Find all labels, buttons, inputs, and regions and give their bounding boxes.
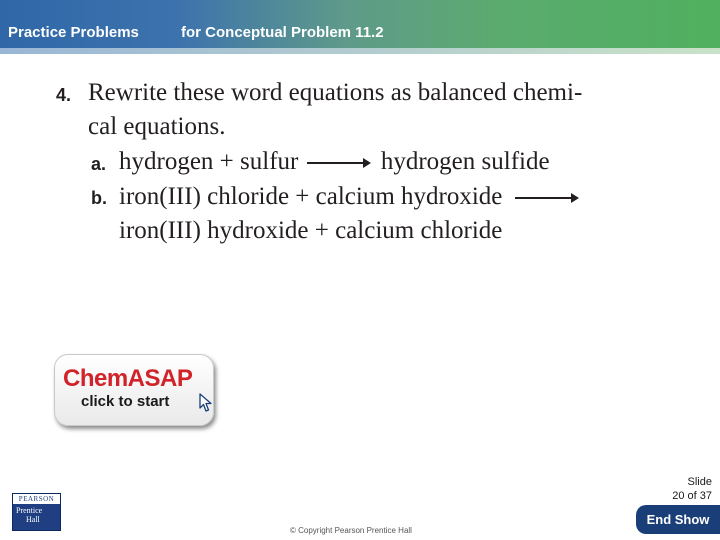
part-b-products: iron(III) hydroxide + calcium chloride [119,217,503,244]
part-b-label: b. [91,188,107,208]
part-a-label: a. [91,154,107,174]
problem-number: 4. [56,85,72,105]
slide-position: 20 of 37 [672,490,712,502]
banner-title-left: Practice Problems [8,24,139,41]
part-b-reactants: iron(III) chloride + calcium hydroxide [119,183,503,210]
logo-hall-word: Hall [26,515,40,524]
banner-title-right: for Conceptual Problem 11.2 [181,24,384,41]
problem-statement-line1: Rewrite these word equations as balanced chemi- [88,79,583,106]
part-b-equation-line1 [119,183,579,211]
logo-prentice-word: Prentice [16,506,43,515]
logo-pearson-text: PEARSON [13,494,60,505]
logo-prentice-hall-text [16,506,42,524]
pointer-cursor-icon [199,393,213,413]
part-a-equation [119,148,550,176]
slide-counter [672,475,712,503]
chemasap-title: ChemASAP [63,365,193,392]
part-a-products: hydrogen sulfide [380,148,550,175]
problem-statement-line2: cal equations. [88,113,226,140]
slide-label: Slide [687,476,712,488]
reaction-arrow-icon [515,193,579,203]
pearson-prentice-hall-logo [12,493,61,531]
chemasap-button[interactable] [54,354,214,426]
part-a-reactants: hydrogen + sulfur [119,148,299,175]
reaction-arrow-icon [307,158,371,168]
chemasap-subtitle: click to start [81,393,170,410]
end-show-button[interactable]: End Show [636,505,720,534]
copyright-notice: © Copyright Pearson Prentice Hall [290,526,412,535]
